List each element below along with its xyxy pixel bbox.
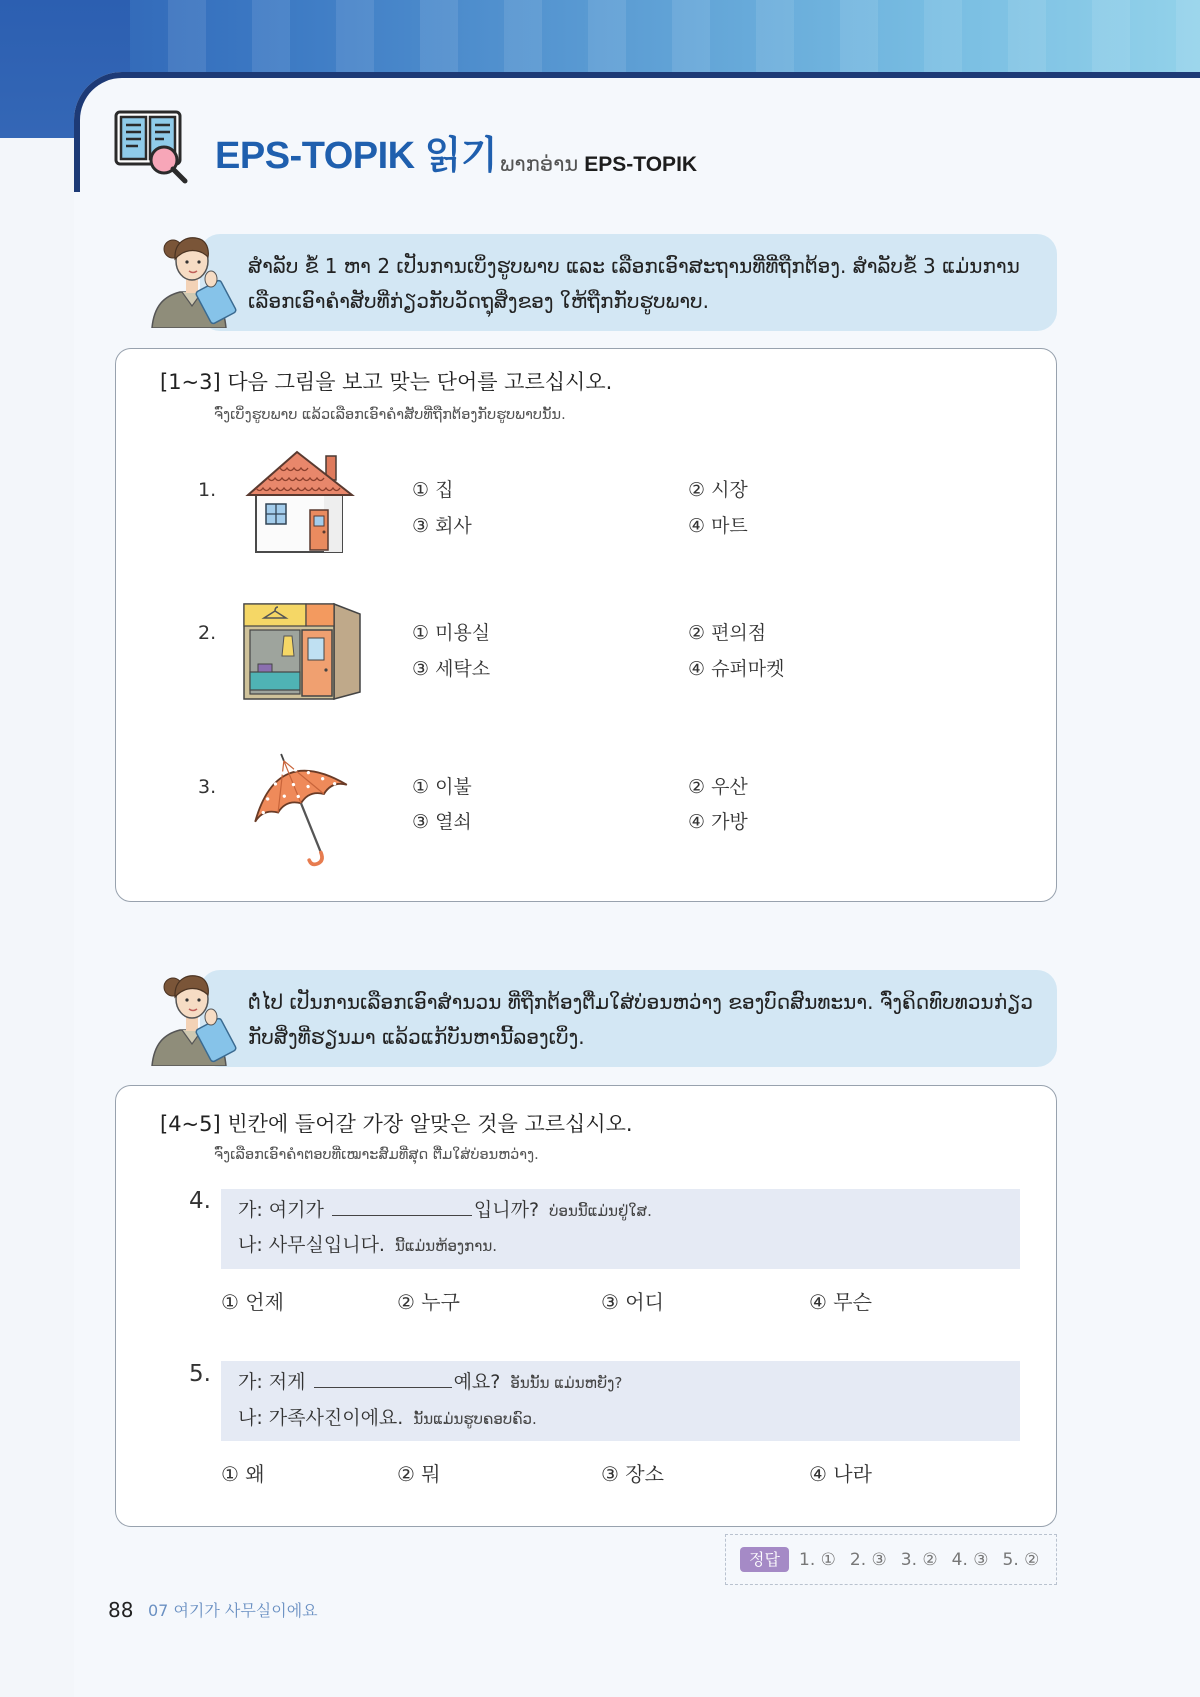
instruction-line: ຕໍ່ໄປ ເປັນການເລືອກເອົາສຳນວນ ທີ່ຖືກຕ້ອງຕື່ມໃສ່ບ່ອນຫວ່າງ ຂອງບົດສົນທະນາ. ຈົ່ງຄິດທົບທວນກ່ຽວ bbox=[248, 990, 1034, 1014]
instruction-bubble-1 bbox=[200, 234, 1057, 331]
page-number: 88 bbox=[108, 1598, 134, 1622]
page-title: EPS-TOPIK 읽기 bbox=[215, 135, 498, 177]
dialogue-line-b bbox=[238, 1405, 537, 1432]
subtitle-lao: ພາກອ່ານ bbox=[500, 152, 579, 176]
option: ② 편의점 bbox=[688, 622, 767, 644]
shop-illustration bbox=[240, 600, 365, 703]
teacher-character-illustration bbox=[146, 224, 238, 328]
dialogue-line-b bbox=[238, 1232, 497, 1259]
answer-item: 1. ① bbox=[799, 1549, 836, 1570]
option: ② 뭐 bbox=[397, 1462, 441, 1486]
option: ① 언제 bbox=[221, 1290, 284, 1314]
option: ② 우산 bbox=[688, 776, 748, 798]
option: ① 미용실 bbox=[412, 622, 491, 644]
dialogue-translation: ອັນນັ້ນ ແມ່ນຫຍັງ? bbox=[510, 1374, 623, 1392]
dialogue-text: 입니까? bbox=[473, 1199, 540, 1221]
question-number: 2. bbox=[198, 622, 217, 644]
chapter-title: 07 여기가 사무실이에요 bbox=[148, 1601, 318, 1620]
option: ① 이불 bbox=[412, 776, 472, 798]
question-number: 4. bbox=[189, 1188, 211, 1214]
dialogue-text: 가: 저게 bbox=[238, 1371, 306, 1393]
answer-blank bbox=[314, 1370, 452, 1388]
instruction-bubble-2 bbox=[200, 970, 1057, 1067]
answer-item: 2. ③ bbox=[849, 1549, 887, 1570]
dialogue-translation: ບ່ອນນີ້ແມ່ນຢູ່ໃສ. bbox=[549, 1202, 652, 1220]
instruction-line: ສຳລັບ ຂໍ້ 1 ຫາ 2 ເປັນການເບິ່ງຮູບພາບ ແລະ ເລືອກເອົາສະຖານທີ່ທີ່ຖືກຕ້ອງ. ສຳລັບຂໍ້ 3 ແມ່ນການ bbox=[248, 254, 1020, 278]
answer-blank bbox=[332, 1198, 472, 1216]
subtitle-en: EPS-TOPIK bbox=[584, 153, 698, 176]
option: ④ 마트 bbox=[688, 515, 748, 537]
question-number: 3. bbox=[198, 776, 217, 798]
dialogue-translation: ນັ້ນແມ່ນຮູບຄອບຄົວ. bbox=[413, 1410, 537, 1428]
option: ③ 장소 bbox=[601, 1462, 664, 1486]
answer-key-label: 정답 bbox=[740, 1547, 789, 1572]
instruction-line: ກັບສິ່ງທີ່ຮຽນມາ ແລ້ວແກ້ບັນຫານີ້ລອງເບິ່ງ. bbox=[248, 1025, 585, 1049]
page-subtitle bbox=[500, 151, 697, 178]
option: ③ 어디 bbox=[601, 1290, 664, 1314]
option: ③ 열쇠 bbox=[412, 811, 472, 833]
option: ① 왜 bbox=[221, 1462, 265, 1486]
answer-key bbox=[725, 1534, 1057, 1585]
instruction-line: ເລືອກເອົາຄຳສັບທີ່ກ່ຽວກັບວັດຖຸສິ່ງຂອງ ໃຫ້ຖືກກັບຮູບພາບ. bbox=[248, 289, 709, 313]
section2-heading: [4~5] 빈칸에 들어갈 가장 알맞은 것을 고르십시오. bbox=[160, 1112, 633, 1136]
option: ① 집 bbox=[412, 479, 454, 501]
option: ④ 나라 bbox=[809, 1462, 872, 1486]
house-illustration bbox=[240, 448, 360, 554]
option: ② 누구 bbox=[397, 1290, 460, 1314]
dialogue-text: 가: 여기가 bbox=[238, 1199, 324, 1221]
question-number: 5. bbox=[189, 1361, 211, 1387]
dialogue-line-a bbox=[238, 1197, 652, 1224]
dialogue-text: 나: 사무실입니다. bbox=[238, 1234, 385, 1256]
option: ④ 무슨 bbox=[809, 1290, 872, 1314]
answer-item: 4. ③ bbox=[951, 1549, 989, 1570]
answer-list bbox=[799, 1550, 1039, 1570]
dialogue-text: 예요? bbox=[453, 1371, 501, 1393]
book-search-icon bbox=[112, 106, 192, 186]
option: ③ 회사 bbox=[412, 515, 472, 537]
question-number: 1. bbox=[198, 479, 217, 501]
section2-subheading: ຈົ່ງເລືອກເອົາຄຳຕອບທີ່ເໝາະສົມທີ່ສຸດ ຕື່ມໃສ່ບ່ອນຫວ່າງ. bbox=[214, 1147, 539, 1163]
option: ② 시장 bbox=[688, 479, 748, 501]
section1-subheading: ຈົ່ງເບິ່ງຮູບພາບ ແລ້ວເລືອກເອົາຄຳສັບທີ່ຖືກຕ້ອງກັບຮູບພາບນັ້ນ. bbox=[214, 407, 566, 423]
teacher-character-illustration bbox=[146, 962, 238, 1066]
umbrella-illustration bbox=[236, 741, 366, 871]
dialogue-translation: ນີ້ແມ່ນຫ້ອງການ. bbox=[395, 1237, 497, 1255]
section1-heading: [1~3] 다음 그림을 보고 맞는 단어를 고르십시오. bbox=[160, 370, 613, 394]
answer-item: 3. ② bbox=[900, 1549, 938, 1570]
banner-stripes bbox=[0, 0, 1200, 82]
answer-item: 5. ② bbox=[1002, 1549, 1040, 1570]
option: ④ 슈퍼마켓 bbox=[688, 658, 785, 680]
dialogue-text: 나: 가족사진이에요. bbox=[238, 1407, 404, 1429]
dialogue-line-a bbox=[238, 1369, 622, 1396]
option: ④ 가방 bbox=[688, 811, 748, 833]
option: ③ 세탁소 bbox=[412, 658, 491, 680]
